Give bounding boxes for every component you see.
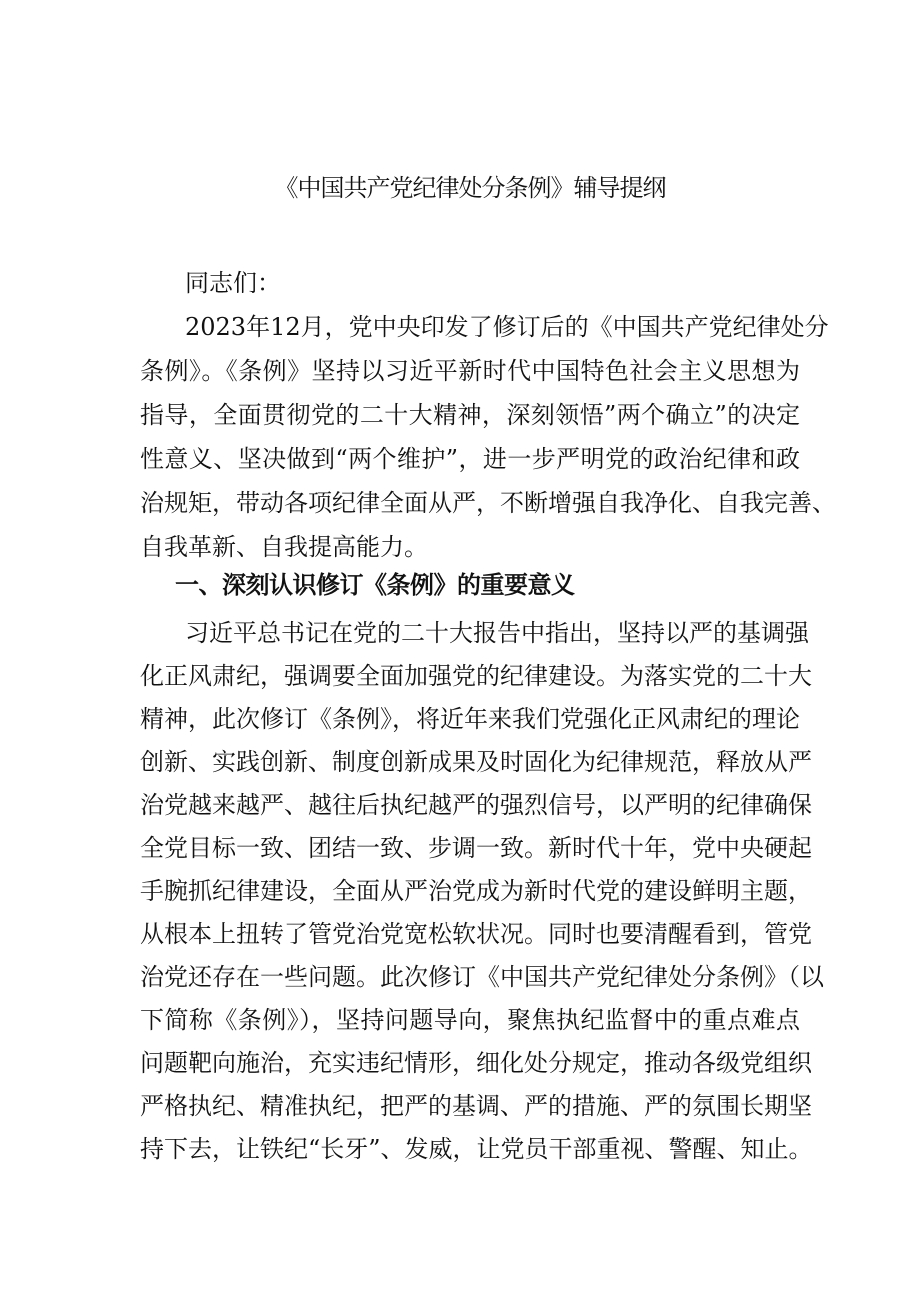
paragraph-line: 从根本上扭转了管党治党宽松软状况。同时也要清醒看到，管党: [140, 920, 812, 948]
paragraph-line: 手腕抓纪律建设，全面从严治党成为新时代党的建设鲜明主题，: [140, 877, 812, 905]
paragraph-line: 习近平总书记在党的二十大报告中指出，坚持以严的基调强: [185, 619, 809, 647]
section-heading: 一、深刻认识修订《条例》的重要意义: [175, 571, 575, 599]
paragraph-line: 下简称《条例》），坚持问题导向，聚焦执纪监督中的重点难点: [140, 1006, 800, 1034]
paragraph-line: 治党还存在一些问题。此次修订《中国共产党纪律处分条例》（以: [140, 963, 824, 991]
paragraph-line: 严格执纪、精准执纪，把严的基调、严的措施、严的氛围长期坚: [140, 1092, 812, 1120]
paragraph-line: 治党越来越严、越往后执纪越严的强烈信号，以严明的纪律确保: [140, 791, 812, 819]
paragraph-line: 指导，全面贯彻党的二十大精神，深刻领悟”两个确立”的决定: [140, 401, 800, 429]
paragraph-line: 治规矩，带动各项纪律全面从严，不断增强自我净化、自我完善、: [140, 489, 836, 517]
paragraph-line: 问题靶向施治，充实违纪情形，细化处分规定，推动各级党组织: [140, 1049, 812, 1077]
paragraph-line: 条例》。《条例》坚持以习近平新时代中国特色社会主义思想为: [140, 357, 800, 385]
paragraph-line: 全党目标一致、团结一致、步调一致。新时代十年，党中央硬起: [140, 834, 812, 862]
document-title: 《中国共产党纪律处分条例》辅导提纲: [274, 174, 666, 202]
paragraph-line: 2023年12月，党中央印发了修订后的《中国共产党纪律处分: [185, 313, 829, 341]
paragraph-line: 持下去，让铁纪“长牙”、发威，让党员干部重视、警醒、知止。: [140, 1135, 813, 1163]
paragraph-line: 化正风肃纪，强调要全面加强党的纪律建设。为落实党的二十大: [140, 662, 812, 690]
paragraph-line: 自我革新、自我提高能力。: [140, 533, 428, 561]
paragraph-line: 创新、实践创新、制度创新成果及时固化为纪律规范，释放从严: [140, 748, 812, 776]
salutation: 同志们：: [185, 269, 281, 297]
paragraph-line: 性意义、坚决做到“两个维护”，进一步严明党的政治纪律和政: [140, 445, 800, 473]
paragraph-line: 精神，此次修订《条例》，将近年来我们党强化正风肃纪的理论: [140, 705, 800, 733]
